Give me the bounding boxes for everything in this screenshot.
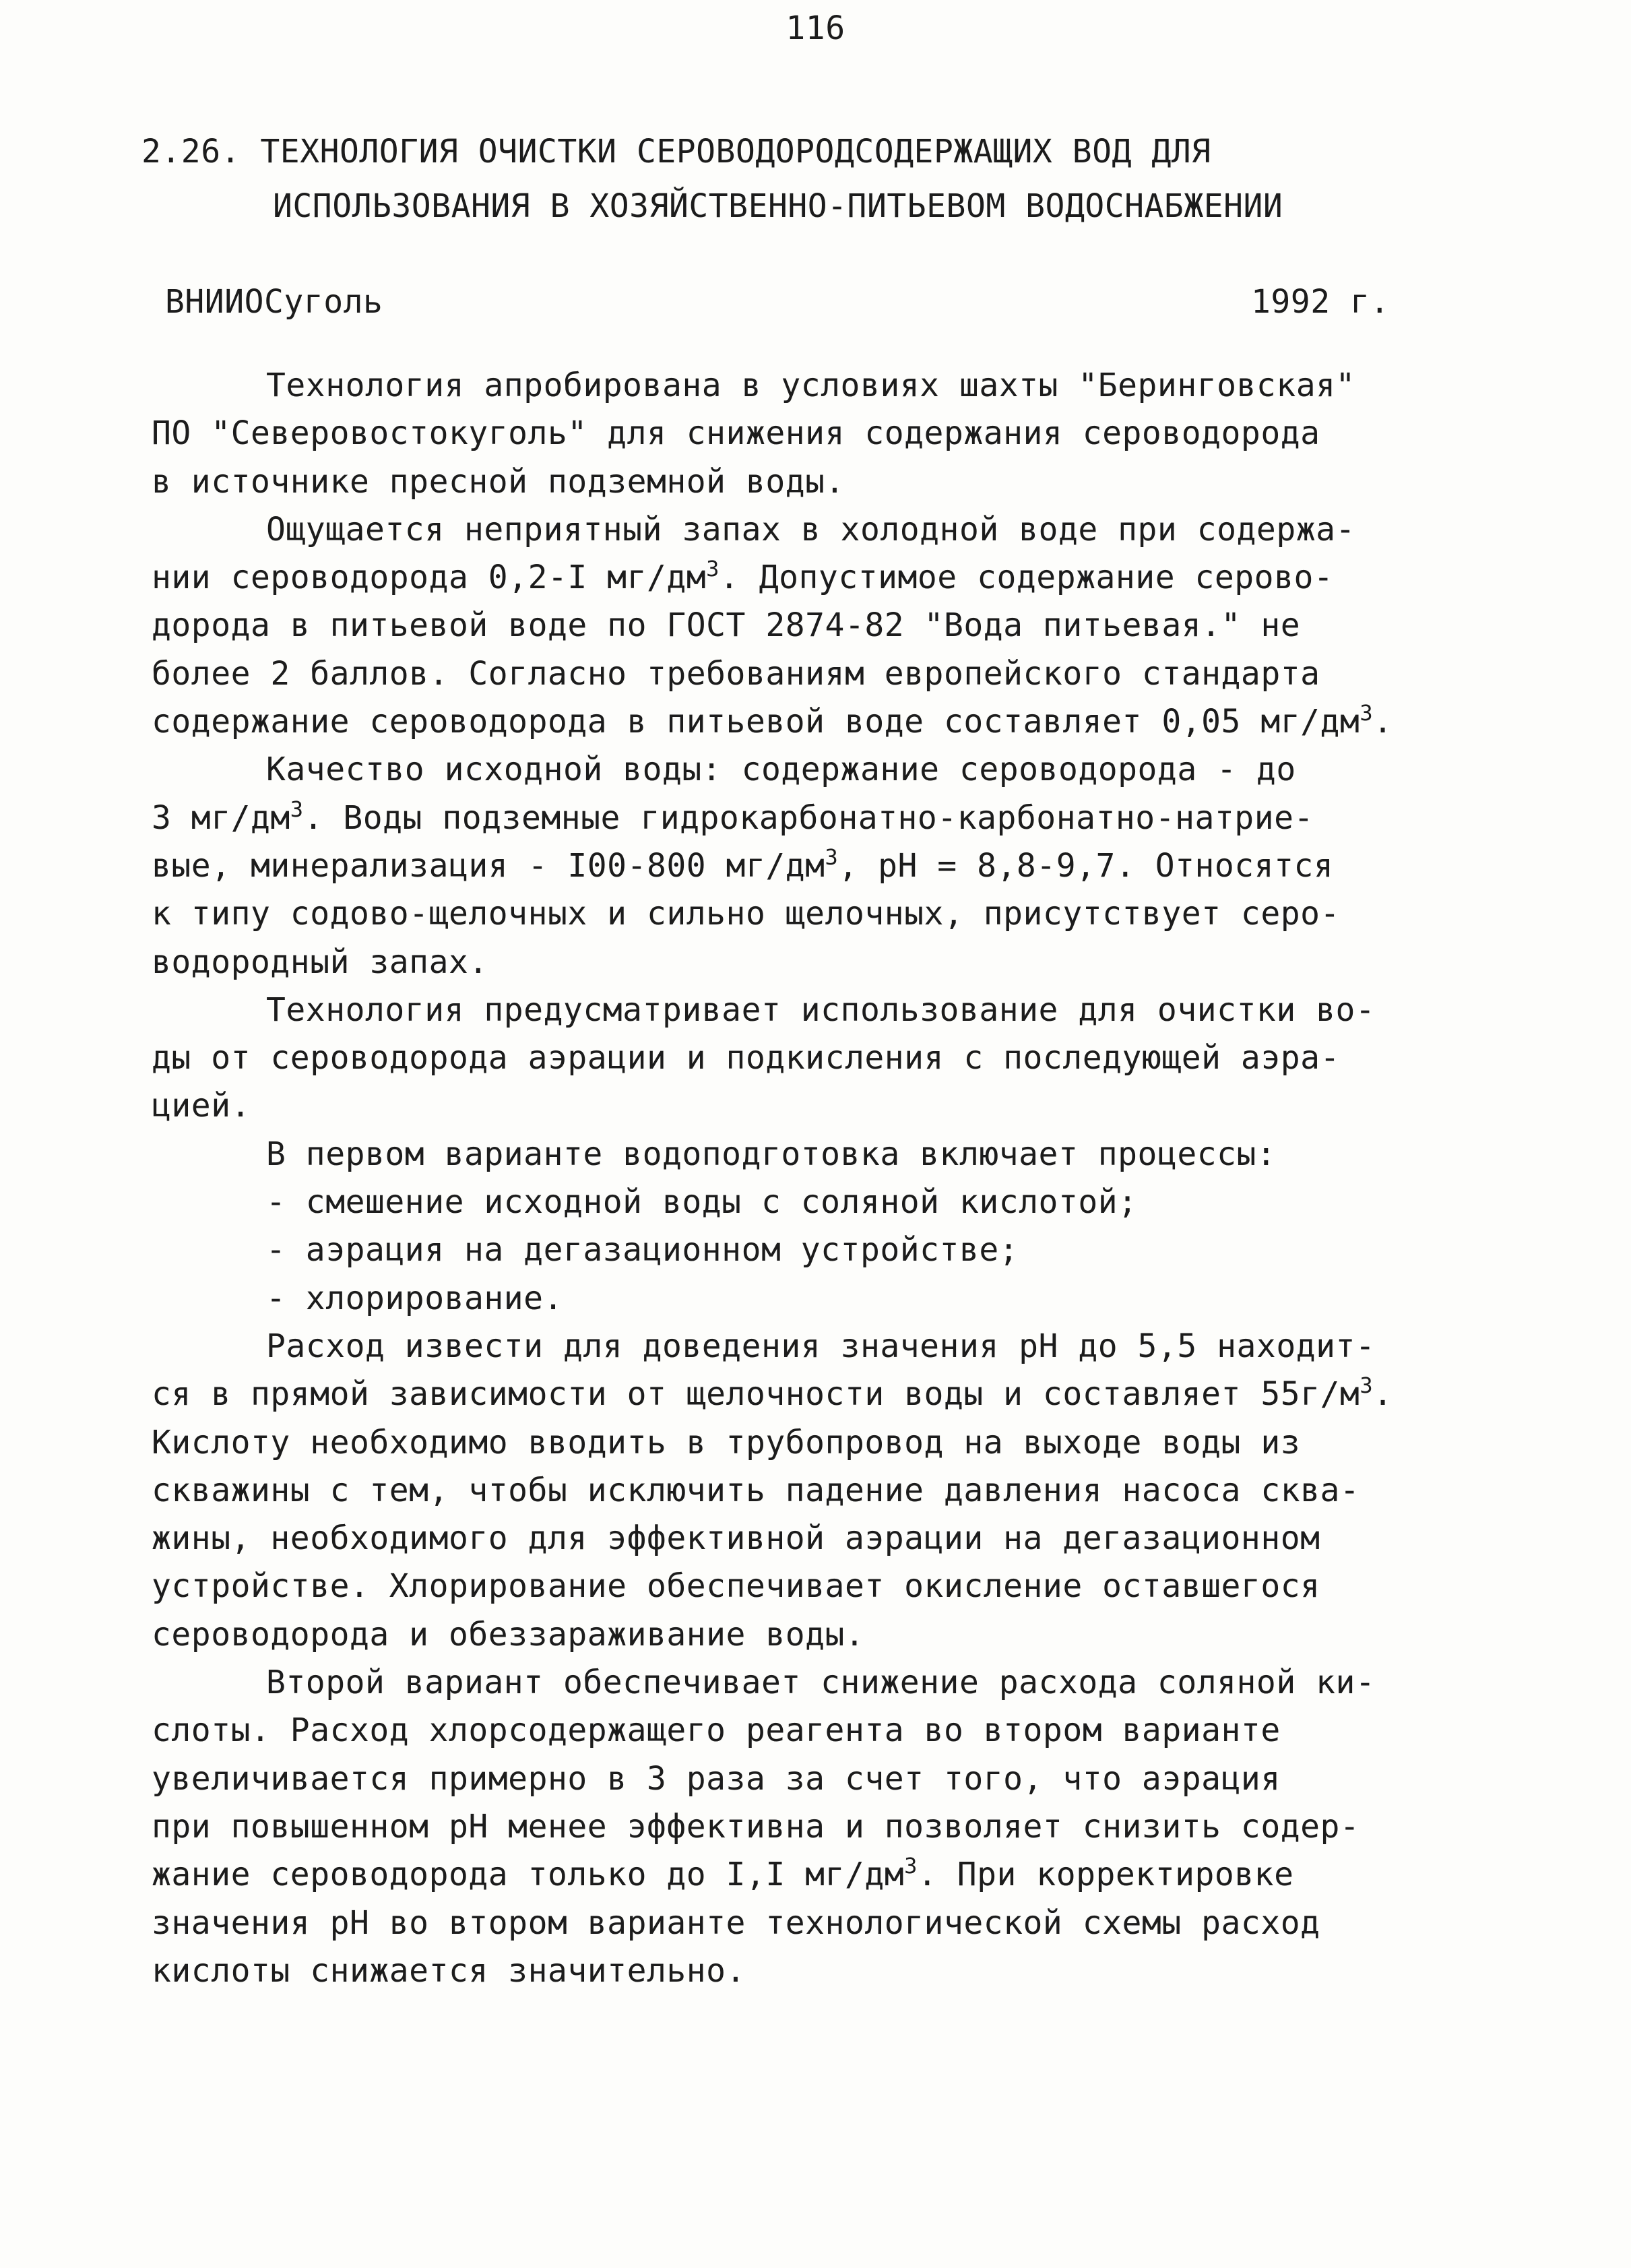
text-line: Технология предусматривает использование для очистки во- (266, 990, 1376, 1029)
text-line: при повышенном pH менее эффективна и позволяет снизить содер- (152, 1807, 1360, 1846)
text-line: Технология апробирована в условиях шахты "Беринговская" (266, 367, 1355, 404)
text-line: Расход извести для доведения значения pH до 5,5 находит- (266, 1327, 1376, 1365)
section-title (141, 125, 1489, 234)
text-line: ды от сероводорода аэрации и подкисления с последующей аэра- (152, 1039, 1340, 1077)
superscript: 3 (290, 796, 304, 822)
text-fragment: содержание сероводорода в питьевой воде составляет 0,05 мг/дм (152, 703, 1360, 741)
text-fragment: вые, минерализация - I00-800 мг/дм (152, 846, 825, 885)
superscript: 3 (825, 844, 839, 870)
text-fragment: 3 мг/дм (152, 798, 290, 837)
list-item: - хлорирование. (266, 1279, 563, 1317)
text-line: Качество исходной воды: содержание сероводорода - до (266, 751, 1296, 789)
text-line: скважины с тем, чтобы исключить падение давления насоса сква- (152, 1471, 1360, 1509)
superscript: 3 (1360, 700, 1374, 726)
text-fragment: . Допустимое содержание серово- (719, 559, 1334, 597)
title-line-2: ИСПОЛЬЗОВАНИЯ В ХОЗЯЙСТВЕННО-ПИТЬЕВОМ ВОДОСНАБЖЕНИИ (273, 187, 1283, 225)
text-line: дорода в питьевой воде по ГОСТ 2874-82 "Вода питьевая." не (152, 606, 1301, 645)
text-line: более 2 баллов. Согласно требованиям европейского стандарта (152, 654, 1320, 693)
text-line (152, 1851, 1499, 1899)
text-line: Второй вариант обеспечивает снижение расхода соляной ки- (266, 1664, 1376, 1702)
text-line (152, 554, 1499, 602)
superscript: 3 (1360, 1373, 1374, 1399)
text-line: в источнике пресной подземной воды. (152, 462, 845, 501)
text-line: к типу содово-щелочных и сильно щелочных, присутствует серо- (152, 895, 1340, 933)
text-line: Ощущается неприятный запах в холодной воде при содержа- (266, 510, 1355, 548)
text-line: ПО "Северовостокуголь" для снижения содержания сероводорода (152, 414, 1320, 453)
superscript: 3 (904, 1853, 918, 1879)
text-line: слоты. Расход хлорсодержащего реагента во втором варианте (152, 1711, 1281, 1750)
text-line: жины, необходимого для эффективной аэрации на дегазационном (152, 1519, 1320, 1558)
page-number: 116 (786, 9, 845, 47)
superscript: 3 (706, 556, 719, 582)
text-fragment: нии сероводорода 0,2-I мг/дм (152, 559, 707, 597)
text-line: значения pH во втором варианте технологической схемы расход (152, 1903, 1320, 1942)
text-line: сероводорода и обеззараживание воды. (152, 1615, 865, 1653)
organization: ВНИИОСуголь (165, 283, 383, 321)
text-fragment: . (1373, 703, 1393, 741)
text-line (152, 698, 1499, 746)
text-line: цией. (152, 1087, 251, 1125)
body-text (152, 362, 1499, 1995)
year: 1992 г. (1251, 283, 1390, 321)
text-fragment: ся в прямой зависимости от щелочности воды и составляет 55г/м (152, 1375, 1360, 1414)
text-line: увеличивается примерно в 3 раза за счет того, что аэрация (152, 1759, 1281, 1798)
text-fragment: жание сероводорода только до I,I мг/дм (152, 1856, 905, 1894)
text-fragment: . (1373, 1375, 1393, 1414)
list-item: - аэрация на дегазационном устройстве; (266, 1231, 1019, 1269)
text-line (152, 842, 1499, 890)
text-line: кислоты снижается значительно. (152, 1951, 746, 1990)
text-fragment: . При корректировке (917, 1856, 1294, 1894)
text-line (152, 794, 1499, 842)
text-fragment: . Воды подземные гидрокарбонатно-карбонатно-натрие- (303, 798, 1314, 837)
text-line: устройстве. Хлорирование обеспечивает окисление оставшегося (152, 1567, 1320, 1606)
title-line-1: 2.26. ТЕХНОЛОГИЯ ОЧИСТКИ СЕРОВОДОРОДСОДЕРЖАЩИХ ВОД ДЛЯ (141, 133, 1211, 170)
text-line: Кислоту необходимо вводить в трубопровод на выходе воды из (152, 1423, 1301, 1461)
text-line (152, 1371, 1499, 1418)
list-item: - смешение исходной воды с соляной кислотой; (266, 1183, 1138, 1222)
text-fragment: , pH = 8,8-9,7. Относятся (838, 846, 1334, 885)
text-line: В первом варианте водоподготовка включает процессы: (266, 1135, 1277, 1173)
text-line: водородный запах. (152, 943, 488, 981)
